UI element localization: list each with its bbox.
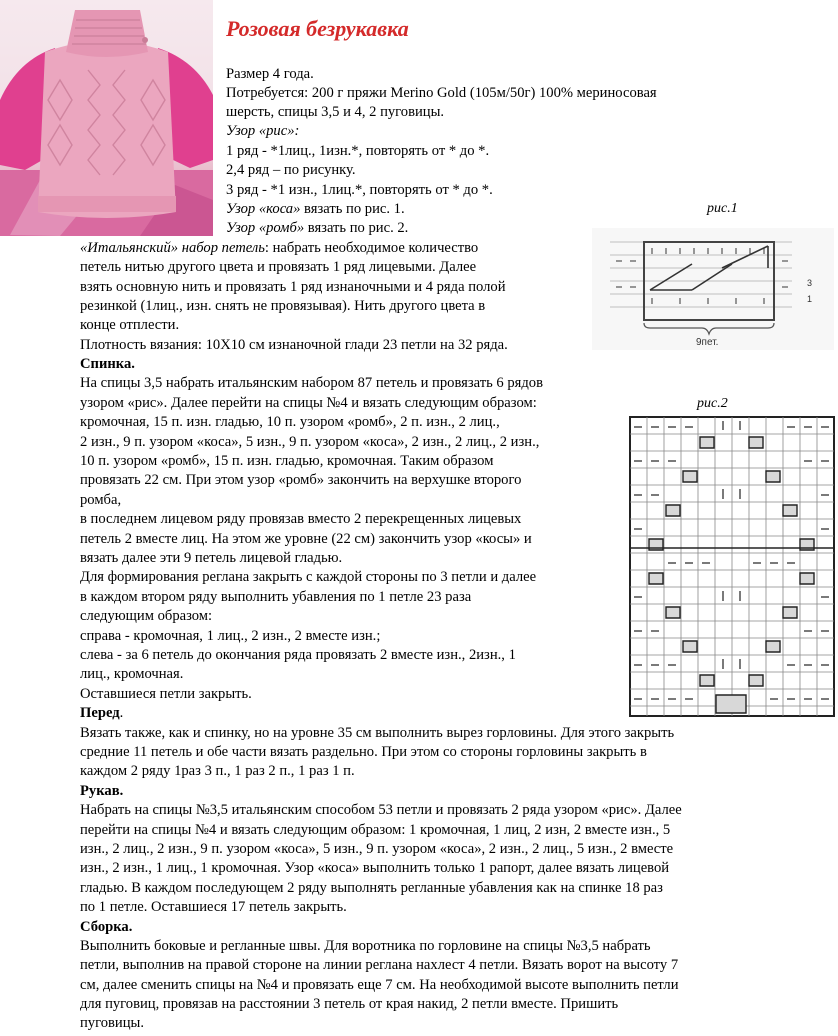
rhomb-instruction: вязать по рис. 2. <box>304 220 409 236</box>
back-line: Для формирования реглана закрыть с каждой стороны по 3 петли и далее <box>80 569 537 585</box>
back-line: На спицы 3,5 набрать итальянским набором 87 петель и провязать 6 рядов <box>80 375 543 391</box>
page-title: Розовая безрукавка <box>226 16 409 41</box>
italian-line-3: взять основную нить и провязать 1 ряд изнаночными и 4 ряда полой <box>80 279 506 295</box>
sleeve-heading: Рукав. <box>80 783 124 799</box>
back-line: петель 2 вместе лиц. На этом же уровне (22 см) закончить узор «косы» и <box>80 531 532 547</box>
rice-row-2-4: 2,4 ряд – по рисунку. <box>226 162 356 178</box>
back-heading: Спинка. <box>80 356 135 372</box>
back-line: кромочная, 15 п. изн. гладью, 10 п. узором «ромб», 2 п. изн., 2 лиц., <box>80 414 500 430</box>
sleeve-line: перейти на спицы №4 и вязать следующим образом: 1 кромочная, 1 лиц, 2 изн, 2 вместе изн., 5 <box>80 822 671 838</box>
assembly-line: для пуговиц, провязав на расстоянии 3 петель от края накид, 2 петли вместе. Пришить <box>80 996 619 1012</box>
assembly-line: Выполнить боковые и регланные швы. Для воротника по горловине на спицы №3,5 набрать <box>80 938 651 954</box>
fig2-rhomb-chart <box>628 415 836 718</box>
front-heading-line <box>80 704 123 724</box>
assembly-heading: Сборка. <box>80 919 133 935</box>
requirements-line-2: шерсть, спицы 3,5 и 4, 2 пуговицы. <box>226 104 445 120</box>
rice-pattern-label: Узор «рис»: <box>226 123 300 139</box>
front-line: средние 11 петель и обе части вязать раздельно. При этом со стороны горловины закрыть в <box>80 744 647 760</box>
sleeve-line: Набрать на спицы №3,5 итальянским способом 53 петли и провязать 2 ряда узором «рис». Далее <box>80 802 682 818</box>
braid-label: Узор «коса» <box>226 201 301 217</box>
front-line: Вязать также, как и спинку, но на уровне 35 см выполнить вырез горловины. Для этого закрыть <box>80 725 675 741</box>
sleeve-line: изн., 2 изн., 1 лиц., 1 кромочная. Узор «коса» выполнить только 1 рапорт, далее вязать лицевой <box>80 860 670 876</box>
rhomb-pattern-line <box>226 219 408 239</box>
braid-instruction: вязать по рис. 1. <box>300 201 405 217</box>
rice-row-1: 1 ряд - *1лиц., 1изн.*, повторять от * до *. <box>226 143 490 159</box>
fig2-caption: рис.2 <box>697 396 728 411</box>
sleeve-line: гладью. В каждом последующем 2 ряду выполнять регланные убавления как на спинке 18 раз <box>80 880 663 896</box>
italian-line-2: петель нитью другого цвета и провязать 1 ряд лицевыми. Далее <box>80 259 477 275</box>
back-line: лиц., кромочная. <box>80 666 184 682</box>
vest-photo <box>0 0 213 236</box>
requirements-line-1: Потребуется: 200 г пряжи Merino Gold (105м/50г) 100% мериносовая <box>226 85 657 101</box>
back-line: справа - кромочная, 1 лиц., 2 изн., 2 вместе изн.; <box>80 628 381 644</box>
fig1-row-label-1: 1 <box>807 294 813 304</box>
italian-line-1 <box>80 239 478 259</box>
fig1-stitch-label: 9пет. <box>696 337 719 348</box>
back-line: узором «рис». Далее перейти на спицы №4 и вязать следующим образом: <box>80 395 537 411</box>
italian-label: «Итальянский» набор петель <box>80 240 265 256</box>
back-line: в последнем лицевом ряду провязав вместо 2 перекрещенных лицевых <box>80 511 522 527</box>
back-line: в каждом втором ряду выполнить убавления по 1 петле 23 раза <box>80 589 472 605</box>
front-heading-dot: . <box>119 705 124 721</box>
fig1-row-label-3: 3 <box>807 278 813 288</box>
size-line: Размер 4 года. <box>226 66 314 82</box>
sleeve-line: по 1 петле. Оставшиеся 17 петель закрыть. <box>80 899 347 915</box>
back-line: Оставшиеся петли закрыть. <box>80 686 252 702</box>
front-line: каждом 2 ряду 1раз 3 п., 1 раз 2 п., 1 раз 1 п. <box>80 763 355 779</box>
back-line: вязать далее эти 9 петель лицевой гладью. <box>80 550 343 566</box>
assembly-line: петли, выполнив на правой стороне на линии реглана нахлест 4 петли. Вязать ворот на высоту 7 <box>80 957 679 973</box>
italian-line-1-rest: : набрать необходимое количество <box>264 240 479 256</box>
front-heading: Перед <box>80 705 120 721</box>
assembly-line: см, далее сменить спицы на №4 и провязать еще 7 см. На необходимой высоте выполнить петли <box>80 977 679 993</box>
sleeve-line: изн., 2 лиц., 2 изн., 9 п. узором «коса», 5 изн., 9 п. узором «коса», 2 изн., 2 лиц., 5 изн., 2 вместе <box>80 841 674 857</box>
italian-line-4: резинкой (1лиц., изн. снять не провязывая). Нить другого цвета в <box>80 298 486 314</box>
rhomb-label: Узор «ромб» <box>226 220 305 236</box>
density-line: Плотность вязания: 10Х10 см изнаночной глади 23 петли на 32 ряда. <box>80 337 508 353</box>
vest-illustration <box>0 0 213 236</box>
fig1-braid-chart <box>592 228 834 350</box>
braid-pattern-line <box>226 200 405 220</box>
back-line: ромба, <box>80 492 122 508</box>
assembly-line: пуговицы. <box>80 1015 144 1031</box>
back-line: провязать 22 см. При этом узор «ромб» закончить на верхушке второго <box>80 472 522 488</box>
back-line: следующим образом: <box>80 608 213 624</box>
back-line: слева - за 6 петель до окончания ряда провязать 2 вместе изн., 2изн., 1 <box>80 647 516 663</box>
back-line: 10 п. узором «ромб», 15 п. изн. гладью, кромочная. Таким образом <box>80 453 494 469</box>
fig1-caption: рис.1 <box>707 201 738 216</box>
rice-row-3: 3 ряд - *1 изн., 1лиц.*, повторять от * до *. <box>226 182 493 198</box>
back-line: 2 изн., 9 п. узором «коса», 5 изн., 9 п. узором «коса», 2 изн., 2 лиц., 2 изн., <box>80 434 540 450</box>
italian-line-5: конце отплести. <box>80 317 180 333</box>
